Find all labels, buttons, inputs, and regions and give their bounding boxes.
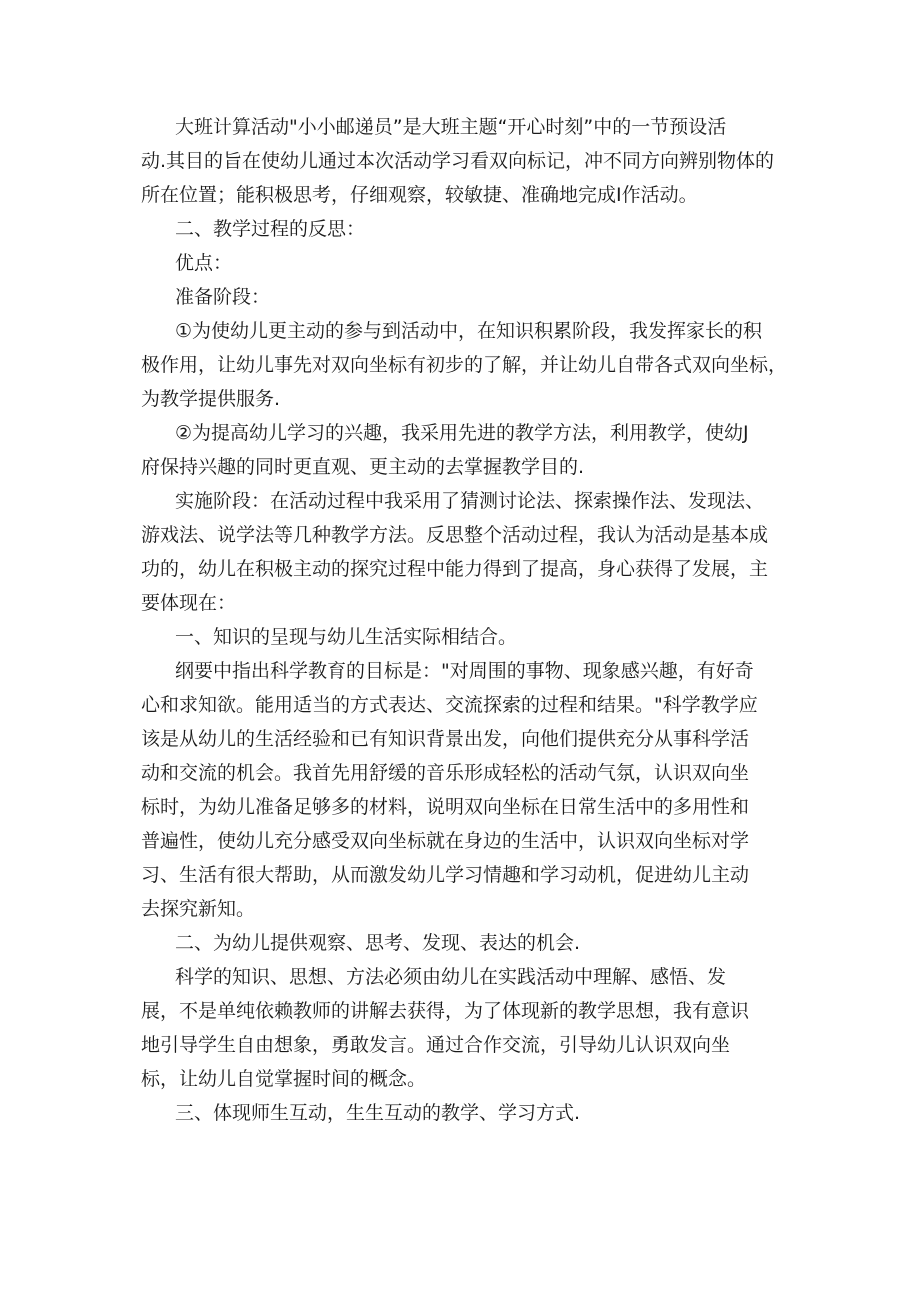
text-line: 准备阶段： xyxy=(175,286,271,308)
subheading-preparation xyxy=(141,280,791,314)
paragraph-implementation xyxy=(141,484,791,620)
text-line: 要体现在： xyxy=(141,592,237,614)
paragraph-guideline xyxy=(141,654,791,926)
text-line: 二、为幼儿提供观察、思考、发现、表达的机会. xyxy=(175,932,581,954)
text-line: 府保持兴趣的同时更直观、更主动的去掌握教学目的. xyxy=(141,456,585,478)
subheading-strengths xyxy=(141,246,791,280)
text-line: 游戏法、说学法等几种教学方法。反思整个活动过程，我认为活动是基本成 xyxy=(141,524,769,546)
text-line: 该是从幼儿的生活经验和已有知识背景出发，向他们提供充分从事科学活 xyxy=(141,728,750,750)
paragraph-point-2 xyxy=(141,416,791,484)
text-line: 功的，幼儿在积极主动的探究过程中能力得到了提高，身心获得了发展，主 xyxy=(141,558,769,580)
heading-point-one xyxy=(141,620,791,654)
text-line: 动和交流的机会。我首先用舒缓的音乐形成轻松的活动气氛，认识双向坐 xyxy=(141,762,750,784)
paragraph-science-knowledge xyxy=(141,960,791,1096)
text-line: 标，让幼儿自觉掌握时间的概念。 xyxy=(141,1068,427,1090)
text-line: 去探究新知。 xyxy=(141,898,256,920)
text-line: 习、生活有很大帮助，从而激发幼儿学习情趣和学习动机，促进幼儿主动 xyxy=(141,864,750,886)
text-line: 展，不是单纯依赖教师的讲解去获得，为了体现新的教学思想，我有意识 xyxy=(141,1000,750,1022)
text-line: 科学的知识、思想、方法必须由幼儿在实践活动中理解、感悟、发 xyxy=(175,966,727,988)
heading-point-three xyxy=(141,1096,791,1130)
paragraph-point-1 xyxy=(141,314,791,416)
text-line: 纲要中指出科学教育的目标是："对周围的事物、现象感兴趣，有好奇 xyxy=(175,660,754,682)
text-line: 为教学提供服务. xyxy=(141,388,281,410)
paragraph-intro xyxy=(141,110,791,212)
text-line: ①为使幼儿更主动的参与到活动中，在知识积累阶段，我发挥家长的积 xyxy=(175,320,763,342)
text-line: 地引导学生自由想象，勇敢发言。通过合作交流，引导幼儿认识双向坐 xyxy=(141,1034,731,1056)
text-line: 极作用，让幼儿事先对双向坐标有初步的了解，并让幼儿自带各式双向坐标， xyxy=(141,354,788,376)
text-line: 动.其目的旨在使幼儿通过本次活动学习看双向标记，冲不同方向辨别物体的 xyxy=(141,150,775,172)
text-line: 三、体现师生互动，生生互动的教学、学习方式. xyxy=(175,1102,581,1124)
text-line: 标时，为幼儿准备足够多的材料，说明双向坐标在日常生活中的多用性和 xyxy=(141,796,750,818)
text-line: 一、知识的呈现与幼儿生活实际相结合。 xyxy=(175,626,518,648)
heading-point-two xyxy=(141,926,791,960)
text-line: 所在位置；能积极思考，仔细观察，较敏捷、准确地完成I作活动。 xyxy=(141,184,698,206)
text-line: 实施阶段：在活动过程中我采用了猜测讨论法、探索操作法、发现法、 xyxy=(175,490,765,512)
text-line: 优点： xyxy=(175,252,233,274)
text-line: 心和求知欲。能用适当的方式表达、交流探索的过程和结果。"科学教学应 xyxy=(141,694,758,716)
section-heading-reflection xyxy=(141,212,791,246)
text-line: 大班计算活动"小小邮递员”是大班主题“开心时刻”中的一节预设活 xyxy=(175,116,727,138)
text-line: 二、教学过程的反思： xyxy=(175,218,366,240)
document-body xyxy=(141,110,791,1130)
text-line: ②为提高幼儿学习的兴趣，我采用先进的教学方法，利用教学，使幼J xyxy=(175,422,749,444)
text-line: 普遍性，使幼儿充分感受双向坐标就在身边的生活中，认识双向坐标对学 xyxy=(141,830,750,852)
